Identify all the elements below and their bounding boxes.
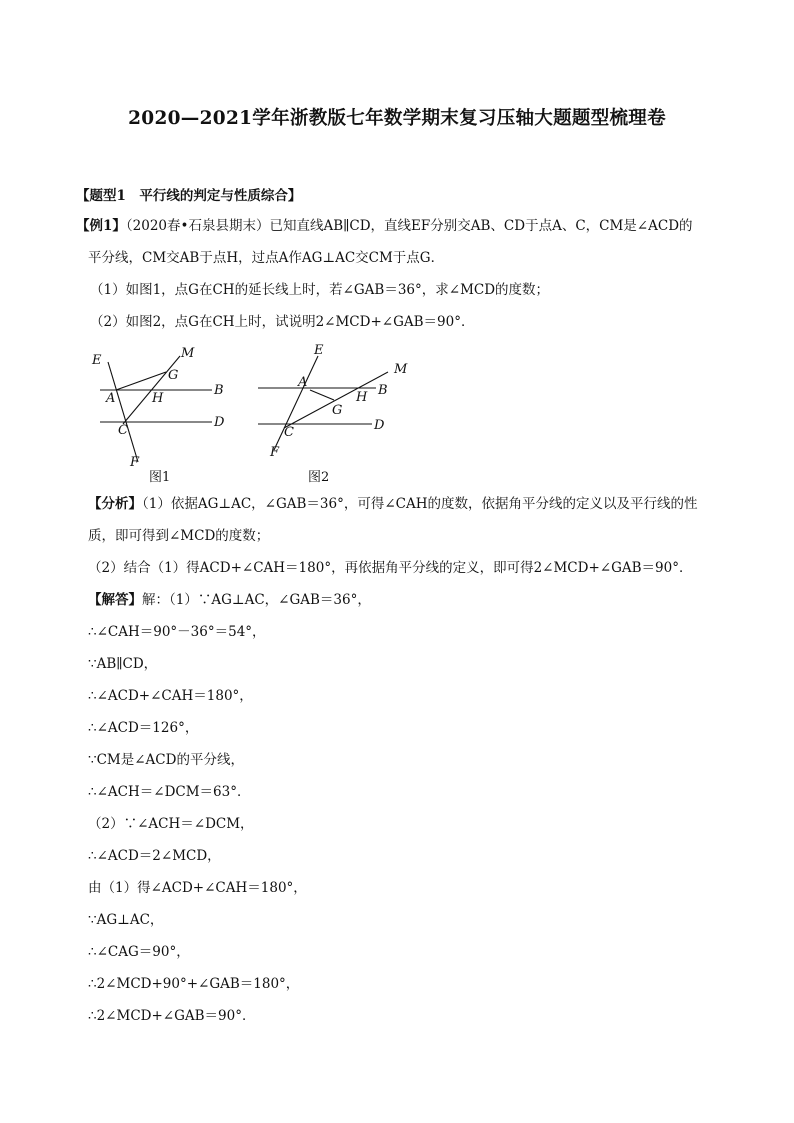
example-line-2: 平分线，CM交AB于点H，过点A作AG⊥AC交CM于点G． <box>88 250 445 266</box>
figure-2-caption: 图2 <box>308 470 330 485</box>
label-g: G <box>168 368 179 383</box>
label-a: A <box>298 375 308 390</box>
example-line-1 <box>76 216 693 236</box>
solution-step: ∵AG⊥AC， <box>88 912 164 928</box>
label-m: M <box>394 362 408 377</box>
solution-step: （2）∵∠ACH＝∠DCM， <box>88 816 254 832</box>
question-2: （2）如图2，点G在CH上时，试说明2∠MCD+∠GAB＝90°． <box>90 314 475 330</box>
example-text-1: （2020春•石泉县期末）已知直线AB∥CD，直线EF分别交AB、CD于点A、C，CM是∠ACD的 <box>125 218 693 234</box>
solution-step: ∴∠ACD＝126°， <box>88 720 199 736</box>
section-heading: 【题型1 平行线的判定与性质综合】 <box>76 188 302 204</box>
label-b: B <box>378 383 388 398</box>
label-c: C <box>118 423 128 438</box>
solution-step: 解：（1）∵AG⊥AC，∠GAB＝36°， <box>142 592 371 608</box>
solution-step: ∴∠CAG＝90°， <box>88 944 190 960</box>
analysis-line-1 <box>88 494 698 514</box>
example-label: 【例1】 <box>76 218 126 234</box>
label-e: E <box>92 353 102 368</box>
figure-1-caption: 图1 <box>149 470 171 485</box>
solution-step: ∴∠ACD+∠CAH＝180°， <box>88 688 253 704</box>
label-b: B <box>214 383 224 398</box>
label-c: C <box>284 425 294 440</box>
label-e: E <box>314 343 324 358</box>
label-h: H <box>152 391 164 406</box>
label-d: D <box>214 415 225 430</box>
label-f: F <box>130 455 140 470</box>
solution-step: ∴∠CAH＝90°－36°＝54°， <box>88 624 266 640</box>
question-1: （1）如图1，点G在CH的延长线上时，若∠GAB＝36°，求∠MCD的度数； <box>90 282 550 298</box>
analysis-label: 【分析】 <box>88 496 142 512</box>
solution-step: ∴∠ACH＝∠DCM＝63°． <box>88 784 251 800</box>
solution-step: ∴2∠MCD+90°+∠GAB＝180°， <box>88 976 300 992</box>
analysis-line-3: （2）结合（1）得ACD+∠CAH＝180°，再依据角平分线的定义，即可得2∠MCD+∠GAB＝90°． <box>88 560 693 576</box>
solution-step: ∴2∠MCD+∠GAB＝90°． <box>88 1008 256 1024</box>
label-f: F <box>270 445 280 460</box>
label-m: M <box>181 346 195 361</box>
solution-step: ∵AB∥CD， <box>88 656 158 672</box>
figure-1 <box>86 342 246 488</box>
label-a: A <box>106 391 116 406</box>
solution-label: 【解答】 <box>88 592 142 608</box>
solution-step: 由（1）得∠ACD+∠CAH＝180°， <box>88 880 307 896</box>
solution-line-1 <box>88 590 371 610</box>
page-title: 2020—2021学年浙教版七年数学期末复习压轴大题题型梳理卷 <box>128 108 666 129</box>
solution-step: ∴∠ACD＝2∠MCD， <box>88 848 221 864</box>
line-ef <box>274 356 318 450</box>
line-ag <box>310 390 334 400</box>
label-h: H <box>356 390 368 405</box>
label-d: D <box>374 418 385 433</box>
analysis-line-2: 质，即可得到∠MCD的度数； <box>88 528 270 544</box>
figure-2 <box>252 338 422 488</box>
label-g: G <box>332 403 343 418</box>
solution-step: ∵CM是∠ACD的平分线， <box>88 752 244 768</box>
analysis-text-1: （1）依据AG⊥AC，∠GAB＝36°，可得∠CAH的度数，依据角平分线的定义以及平行线的性 <box>142 496 698 512</box>
